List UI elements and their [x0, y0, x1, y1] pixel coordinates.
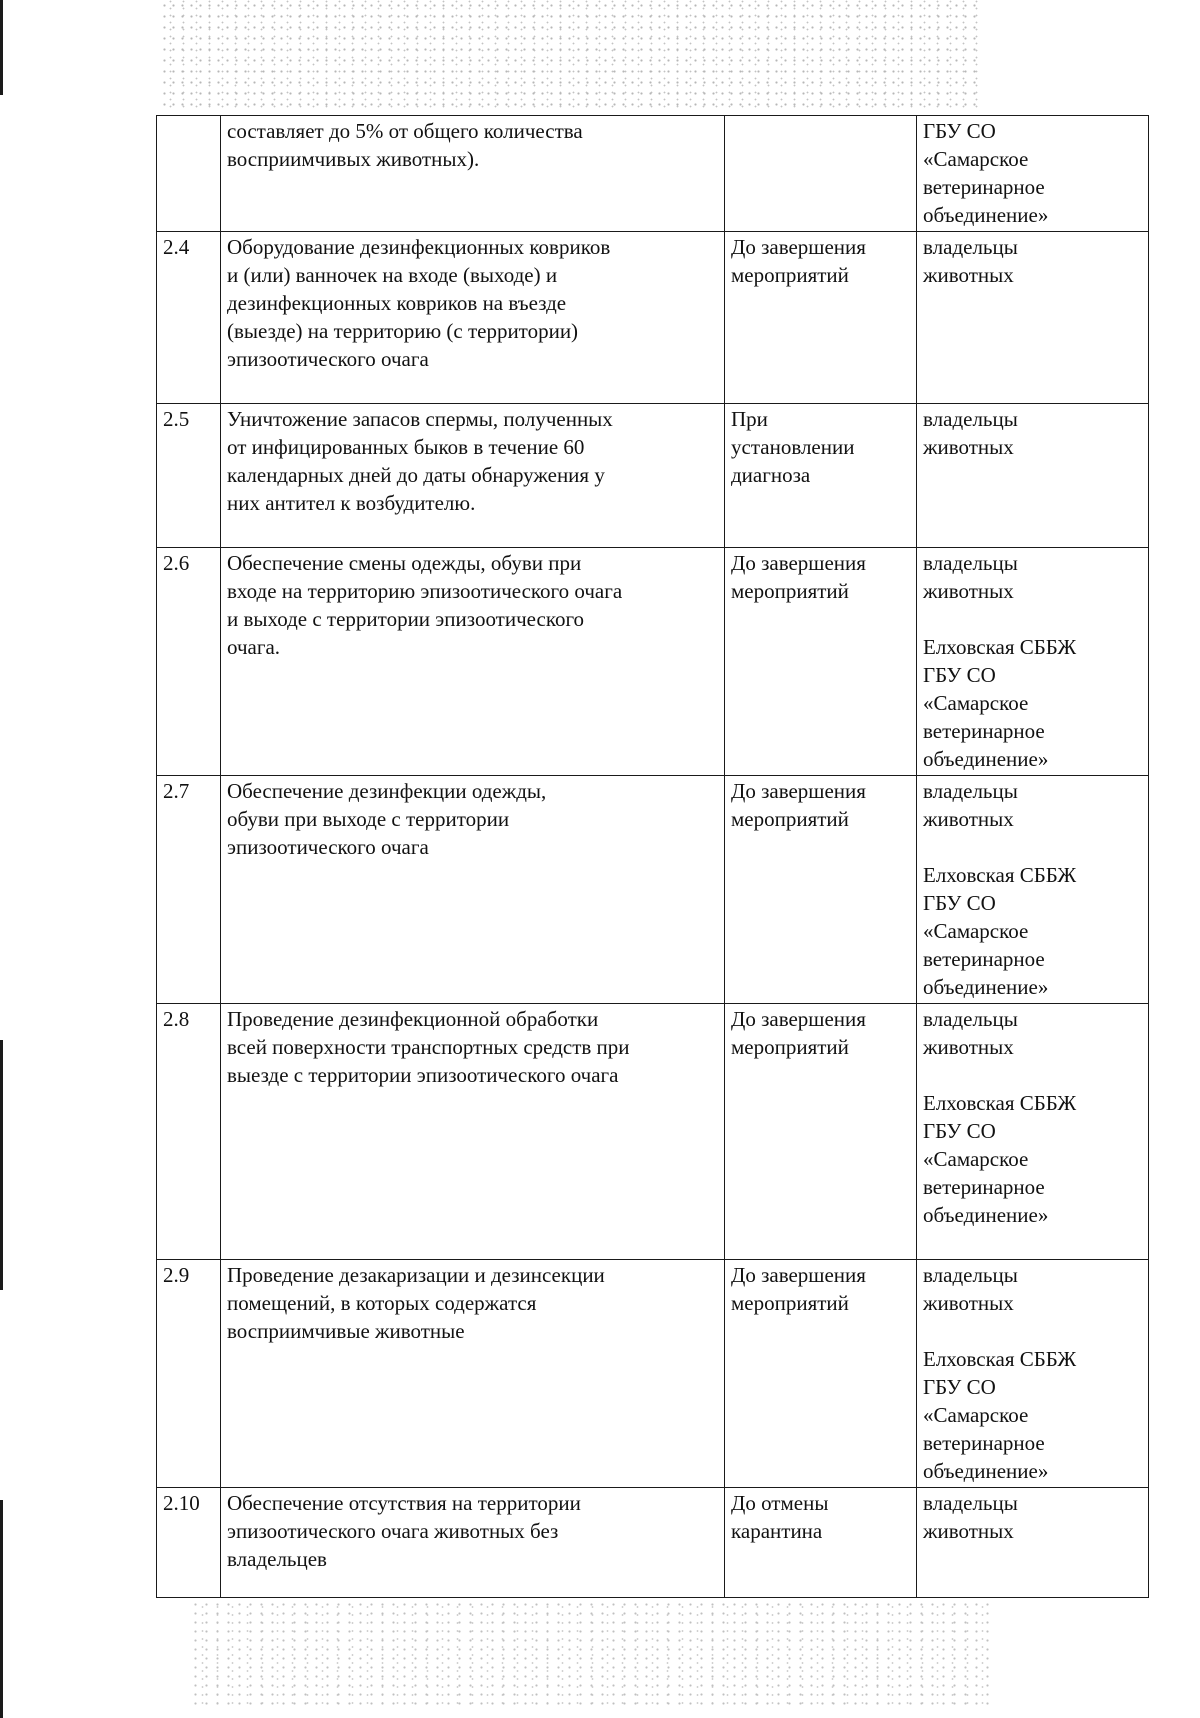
measure-term: При установлении диагноза [725, 404, 917, 548]
row-number: 2.10 [157, 1488, 221, 1598]
table-row [157, 1488, 1149, 1598]
measure-term: До завершения мероприятий [725, 548, 917, 776]
measure-text: Обеспечение дезинфекции одежды, обуви при выходе с территории эпизоотического очага [221, 776, 725, 1004]
table-row [157, 1260, 1149, 1488]
row-number: 2.6 [157, 548, 221, 776]
row-number: 2.9 [157, 1260, 221, 1488]
measure-text: Оборудование дезинфекционных ковриков и (или) ванночек на входе (выходе) и дезинфекционных ковриков на въезде (выезде) на территорию (с территории) эпизоотического очага [221, 232, 725, 404]
table-row [157, 404, 1149, 548]
measures-table [156, 115, 1149, 1598]
measure-term: До отмены карантина [725, 1488, 917, 1598]
scan-noise-bottom [190, 1600, 990, 1710]
measure-text: составляет до 5% от общего количества восприимчивых животных). [221, 116, 725, 232]
measure-responsible: владельцы животных [917, 1488, 1149, 1598]
measure-term: До завершения мероприятий [725, 776, 917, 1004]
measure-term: До завершения мероприятий [725, 1260, 917, 1488]
scan-noise-top [160, 0, 980, 110]
measure-responsible: владельцы животных Елховская СББЖ ГБУ СО «Самарское ветеринарное объединение» [917, 776, 1149, 1004]
row-number [157, 116, 221, 232]
measure-term: До завершения мероприятий [725, 232, 917, 404]
table-row [157, 548, 1149, 776]
measure-responsible: владельцы животных [917, 404, 1149, 548]
measure-text: Обеспечение отсутствия на территории эпизоотического очага животных без владельцев [221, 1488, 725, 1598]
measure-term: До завершения мероприятий [725, 1004, 917, 1260]
table-row [157, 116, 1149, 232]
table-row [157, 1004, 1149, 1260]
measure-responsible: владельцы животных Елховская СББЖ ГБУ СО «Самарское ветеринарное объединение» [917, 548, 1149, 776]
measure-text: Обеспечение смены одежды, обуви при входе на территорию эпизоотического очага и выходе с территории эпизоотического очага. [221, 548, 725, 776]
table-row [157, 232, 1149, 404]
table-row [157, 776, 1149, 1004]
measure-term [725, 116, 917, 232]
row-number: 2.4 [157, 232, 221, 404]
row-number: 2.5 [157, 404, 221, 548]
measure-text: Уничтожение запасов спермы, полученных от инфицированных быков в течение 60 календарных дней до даты обнаружения у них антител к возбудителю. [221, 404, 725, 548]
measure-responsible: владельцы животных [917, 232, 1149, 404]
row-number: 2.7 [157, 776, 221, 1004]
measure-text: Проведение дезакаризации и дезинсекции помещений, в которых содержатся восприимчивые животные [221, 1260, 725, 1488]
page-left-edge-middle [0, 1040, 3, 1290]
row-number: 2.8 [157, 1004, 221, 1260]
page-left-edge-top [0, 0, 3, 95]
measure-responsible: владельцы животных Елховская СББЖ ГБУ СО «Самарское ветеринарное объединение» [917, 1004, 1149, 1260]
measure-responsible: владельцы животных Елховская СББЖ ГБУ СО «Самарское ветеринарное объединение» [917, 1260, 1149, 1488]
measure-responsible: ГБУ СО «Самарское ветеринарное объединение» [917, 116, 1149, 232]
page-left-edge-bottom [0, 1500, 3, 1718]
measure-text: Проведение дезинфекционной обработки всей поверхности транспортных средств при выезде с территории эпизоотического очага [221, 1004, 725, 1260]
